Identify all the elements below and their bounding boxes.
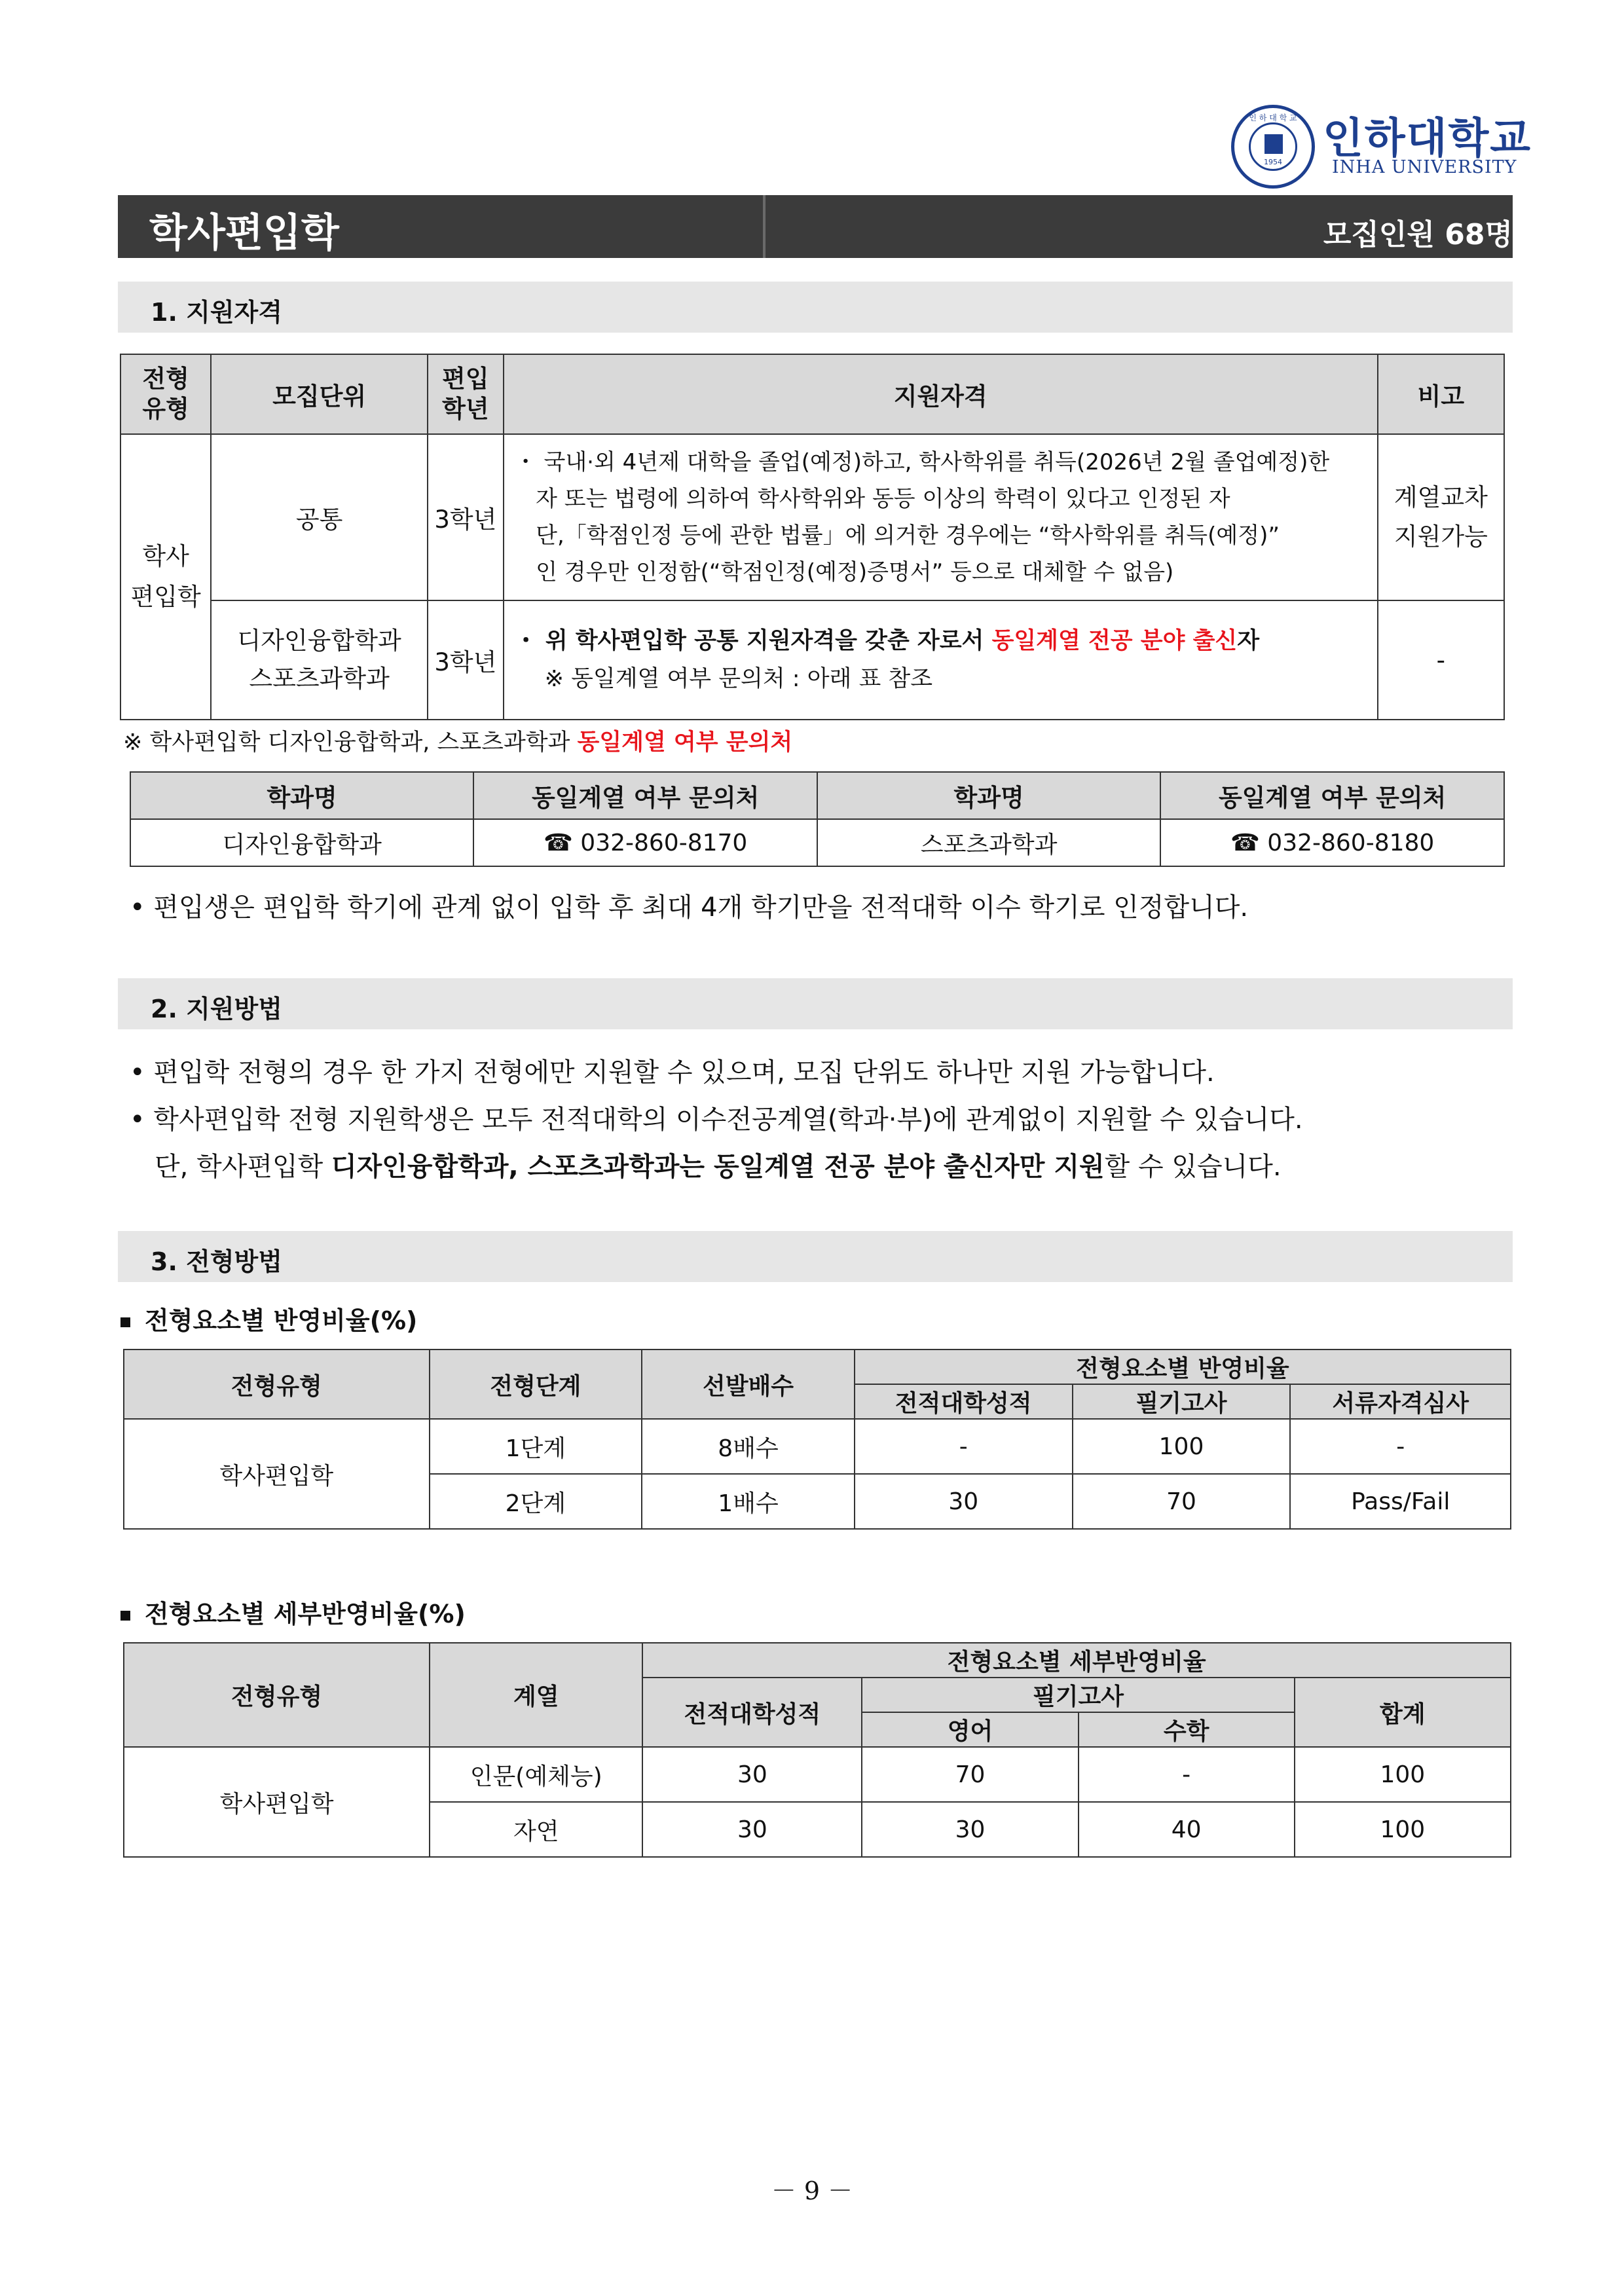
detail-header-gpa: 전적대학성적 [642,1678,862,1747]
cell-note-common: 계열교차 지원가능 [1378,434,1504,600]
qual-red-text: 동일계열 전공 분야 출신 [991,628,1238,654]
contact-table [130,771,1505,867]
title-bar-divider [763,195,766,258]
cell-type: 학사 편입학 [120,434,211,720]
subheading-ratio-text: 전형요소별 반영비율(%) [145,1306,418,1335]
contact-dept-sports: 스포츠과학과 [817,819,1160,866]
section-header-2 [118,978,1513,1029]
detail-cell-type: 학사편입학 [124,1747,430,1857]
detail-cell: 70 [862,1747,1078,1802]
cell-note-design-sports: - [1378,600,1504,720]
method-bullet-1: • 편입학 전형의 경우 한 가지 전형에만 지원할 수 있으며, 모집 단위도 하나만 지원 가능합니다. [130,1057,1215,1088]
cell-qualification-common: ・ 국내·외 4년제 대학을 졸업(예정)하고, 학사학위를 취득(2026년 2월 졸업예정)한 자 또는 법령에 의하여 학사학위와 동등 이상의 학력이 있다고 인정된 자 단,「학점인정 등에 관한 법률」에 의거한 경우에는 “학사학위를 취득(예정)” 인 경우만 인정함(“학점인정(예정)증명서” 등으로 대체할 수 없음) [504,434,1378,600]
detail-cell: 30 [642,1747,862,1802]
section-header-1 [118,282,1513,333]
seal-text: 인 하 대 학 교 [1249,113,1297,122]
contact-phone-design: ☎ 032-860-8170 [473,819,817,866]
section-title-3: 3. 전형방법 [151,1247,282,1276]
qual-suffix: 자 [1237,628,1260,654]
recruit-quota: 모집인원 68명 [1323,218,1513,251]
ratio-cell: 1단계 [430,1419,642,1474]
contact-note-prefix: ※ 학사편입학 디자인융합학과, 스포츠과학과 [123,729,578,756]
contact-header-inquiry-1: 동일계열 여부 문의처 [473,772,817,819]
detail-cell: 100 [1295,1747,1511,1802]
ratio-cell: 100 [1073,1419,1291,1474]
subheading-ratio [120,1300,417,1336]
contact-note-red: 동일계열 여부 문의처 [577,729,793,756]
detail-header-type: 전형유형 [124,1643,430,1747]
section-title-2: 2. 지원방법 [151,995,282,1023]
ratio-subheader-document: 서류자격심사 [1290,1384,1511,1419]
square-bullet-icon [120,1317,130,1327]
cell-unit-design-sports: 디자인융합학과 스포츠과학과 [211,600,428,720]
col-header-note: 비고 [1378,354,1504,434]
ratio-header-type: 전형유형 [124,1349,430,1419]
contact-phone-sports: ☎ 032-860-8180 [1160,819,1504,866]
detail-header-total: 합계 [1295,1678,1511,1747]
section-header-3 [118,1231,1513,1282]
university-seal-icon [1231,105,1315,189]
page-number: － 9 － [771,2176,853,2205]
detail-subheader-math: 수학 [1079,1712,1295,1747]
qual-prefix: ・ 위 학사편입학 공통 지원자격을 갖춘 자로서 [514,628,992,654]
cell-grade-common: 3학년 [428,434,504,600]
ratio-cell: 30 [855,1474,1073,1529]
logo-name-english: INHA UNIVERSITY [1332,157,1517,177]
detail-subheader-english: 영어 [862,1712,1078,1747]
ratio-cell: 70 [1073,1474,1291,1529]
detail-cell: 인문(예체능) [430,1747,642,1802]
detail-cell: 100 [1295,1802,1511,1857]
cell-unit-common: 공통 [211,434,428,600]
cell-grade-design-sports: 3학년 [428,600,504,720]
seal-year: 1954 [1264,158,1282,166]
ratio-cell: 2단계 [430,1474,642,1529]
col-header-unit: 모집단위 [211,354,428,434]
col-header-type: 전형 유형 [120,354,211,434]
qual-sub-note: ※ 동일계열 여부 문의처 : 아래 표 참조 [544,666,933,692]
method-bullet-2: • 학사편입학 전형 지원학생은 모두 전적대학의 이수전공계열(학과·부)에 관계없이 지원할 수 있습니다. [130,1105,1303,1135]
section-title-1: 1. 지원자격 [151,298,282,327]
ratio-cell: 1배수 [642,1474,855,1529]
detail-cell: 30 [642,1802,862,1857]
method-line-3-suffix: 할 수 있습니다. [1104,1152,1282,1182]
col-header-grade: 편입 학년 [428,354,504,434]
logo-name-korean: 인하대학교 [1323,115,1532,163]
method-line-3 [155,1146,1282,1183]
subheading-detail-ratio-text: 전형요소별 세부반영비율(%) [145,1600,466,1628]
ratio-header-stage: 전형단계 [430,1349,642,1419]
method-line-3-prefix: 단, 학사편입학 [155,1152,331,1182]
method-line-3-bold: 디자인융합학과, 스포츠과학과는 동일계열 전공 분야 출신자만 지원 [331,1152,1105,1182]
contact-note [123,724,792,757]
contact-header-inquiry-2: 동일계열 여부 문의처 [1160,772,1504,819]
detail-cell: 30 [862,1802,1078,1857]
detail-header-group: 전형요소별 세부반영비율 [642,1643,1511,1678]
detail-header-written: 필기고사 [862,1678,1294,1712]
ratio-subheader-gpa: 전적대학성적 [855,1384,1073,1419]
ratio-subheader-written: 필기고사 [1073,1384,1291,1419]
contact-header-dept-2: 학과명 [817,772,1160,819]
semester-note: • 편입생은 편입학 학기에 관계 없이 입학 후 최대 4개 학기만을 전적대학 이수 학기로 인정합니다. [130,892,1249,923]
page-title: 학사편입학 [149,210,339,256]
eligibility-table [120,354,1505,720]
ratio-cell-type: 학사편입학 [124,1419,430,1529]
col-header-qualification: 지원자격 [504,354,1378,434]
contact-header-dept-1: 학과명 [130,772,473,819]
detail-header-field: 계열 [430,1643,642,1747]
subheading-detail-ratio [120,1594,466,1630]
detail-cell: 자연 [430,1802,642,1857]
ratio-cell: Pass/Fail [1290,1474,1511,1529]
detail-cell: 40 [1079,1802,1295,1857]
ratio-cell: - [855,1419,1073,1474]
ratio-table [123,1349,1511,1530]
seal-emblem [1264,134,1283,154]
ratio-header-multiple: 선발배수 [642,1349,855,1419]
square-bullet-icon [120,1611,130,1621]
ratio-cell: - [1290,1419,1511,1474]
cell-qualification-design-sports [504,600,1378,720]
detail-cell: - [1079,1747,1295,1802]
ratio-header-group: 전형요소별 반영비율 [855,1349,1511,1384]
detail-ratio-table [123,1642,1511,1858]
ratio-cell: 8배수 [642,1419,855,1474]
contact-dept-design: 디자인융합학과 [130,819,473,866]
